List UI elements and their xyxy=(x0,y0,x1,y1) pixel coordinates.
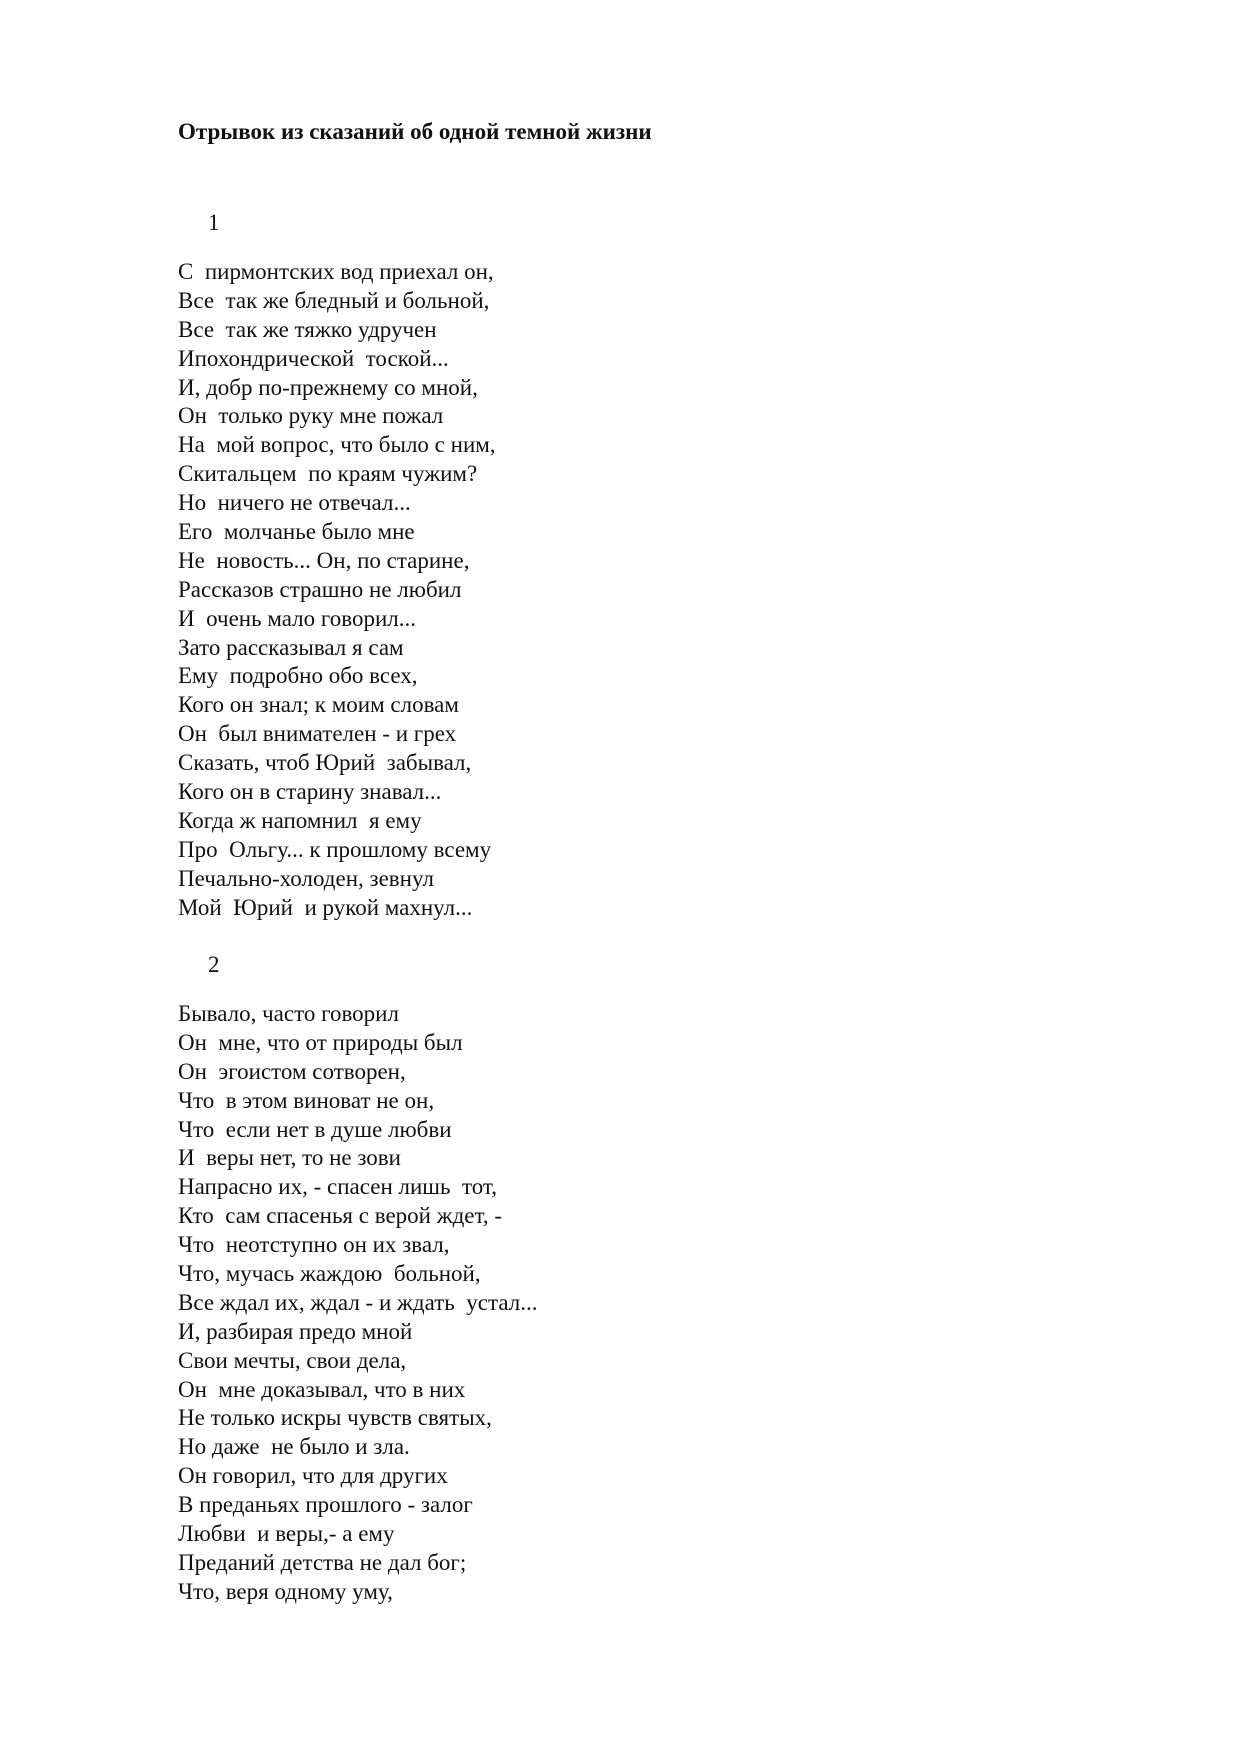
stanza-2 xyxy=(178,1000,537,1607)
verse-line: Он был внимателен - и грех xyxy=(178,721,457,747)
verse-line: Любви и веры,- а ему xyxy=(178,1521,395,1547)
verse-line: Он эгоистом сотворен, xyxy=(178,1058,406,1084)
verse-line: Все так же бледный и больной, xyxy=(178,287,490,313)
verse-line: Кого он в старину знавал... xyxy=(178,779,442,805)
verse-line: И очень мало говорил... xyxy=(178,605,416,631)
verse-line: Он только руку мне пожал xyxy=(178,403,444,429)
verse-line: Что если нет в душе любви xyxy=(178,1116,452,1142)
verse-line: Скитальцем по краям чужим? xyxy=(178,461,478,487)
verse-line: Все так же тяжко удручен xyxy=(178,316,437,342)
verse-line: И веры нет, то не зови xyxy=(178,1145,401,1171)
verse-line: Что неотступно он их звал, xyxy=(178,1232,450,1258)
verse-line: Напрасно их, - спасен лишь тот, xyxy=(178,1174,498,1200)
verse-line: Ипохондрической тоской... xyxy=(178,345,449,371)
verse-line: Не новость... Он, по старине, xyxy=(178,547,470,573)
verse-line: С пирмонтских вод приехал он, xyxy=(178,259,494,284)
verse-line: Кого он знал; к моим словам xyxy=(178,692,459,718)
verse-line: Ему подробно обо всех, xyxy=(178,663,418,689)
verse-line: Бывало, часто говорил xyxy=(178,1001,399,1026)
section-number-2: 2 xyxy=(208,952,220,977)
verse-line: Но даже не было и зла. xyxy=(178,1434,410,1460)
verse-line: Рассказов страшно не любил xyxy=(178,576,462,602)
section-number-1: 1 xyxy=(208,210,220,235)
verse-line: И, добр по-прежнему со мной, xyxy=(178,374,478,400)
verse-line: Что, мучась жаждою больной, xyxy=(178,1261,481,1287)
verse-line: Свои мечты, свои дела, xyxy=(178,1347,407,1373)
verse-line: И, разбирая предо мной xyxy=(178,1318,413,1344)
verse-line: Мой Юрий и рукой махнул... xyxy=(178,894,473,920)
verse-line: Он говорил, что для других xyxy=(178,1463,448,1489)
verse-line: На мой вопрос, что было с ним, xyxy=(178,432,496,458)
verse-line: Кто сам спасенья с верой ждет, - xyxy=(178,1203,502,1229)
verse-line: В преданьях прошлого - залог xyxy=(178,1492,473,1518)
verse-line: Зато рассказывал я сам xyxy=(178,634,404,660)
document-title: Отрывок из сказаний об одной темной жизни xyxy=(178,119,652,144)
verse-line: Но ничего не отвечал... xyxy=(178,490,411,516)
verse-line: Все ждал их, ждал - и ждать устал... xyxy=(178,1289,538,1315)
verse-line: Его молчанье было мне xyxy=(178,519,415,545)
verse-line: Что, веря одному уму, xyxy=(178,1578,393,1604)
verse-line: Преданий детства не дал бог; xyxy=(178,1549,467,1575)
verse-line: Печально-холоден, зевнул xyxy=(178,865,434,891)
verse-line: Про Ольгу... к прошлому всему xyxy=(178,836,492,862)
stanza-1 xyxy=(178,258,496,922)
verse-line: Не только искры чувств святых, xyxy=(178,1405,492,1431)
verse-line: Сказать, чтоб Юрий забывал, xyxy=(178,750,472,776)
verse-line: Что в этом виноват не он, xyxy=(178,1087,435,1113)
verse-line: Он мне доказывал, что в них xyxy=(178,1376,466,1402)
verse-line: Он мне, что от природы был xyxy=(178,1029,463,1055)
verse-line: Когда ж напомнил я ему xyxy=(178,807,422,833)
